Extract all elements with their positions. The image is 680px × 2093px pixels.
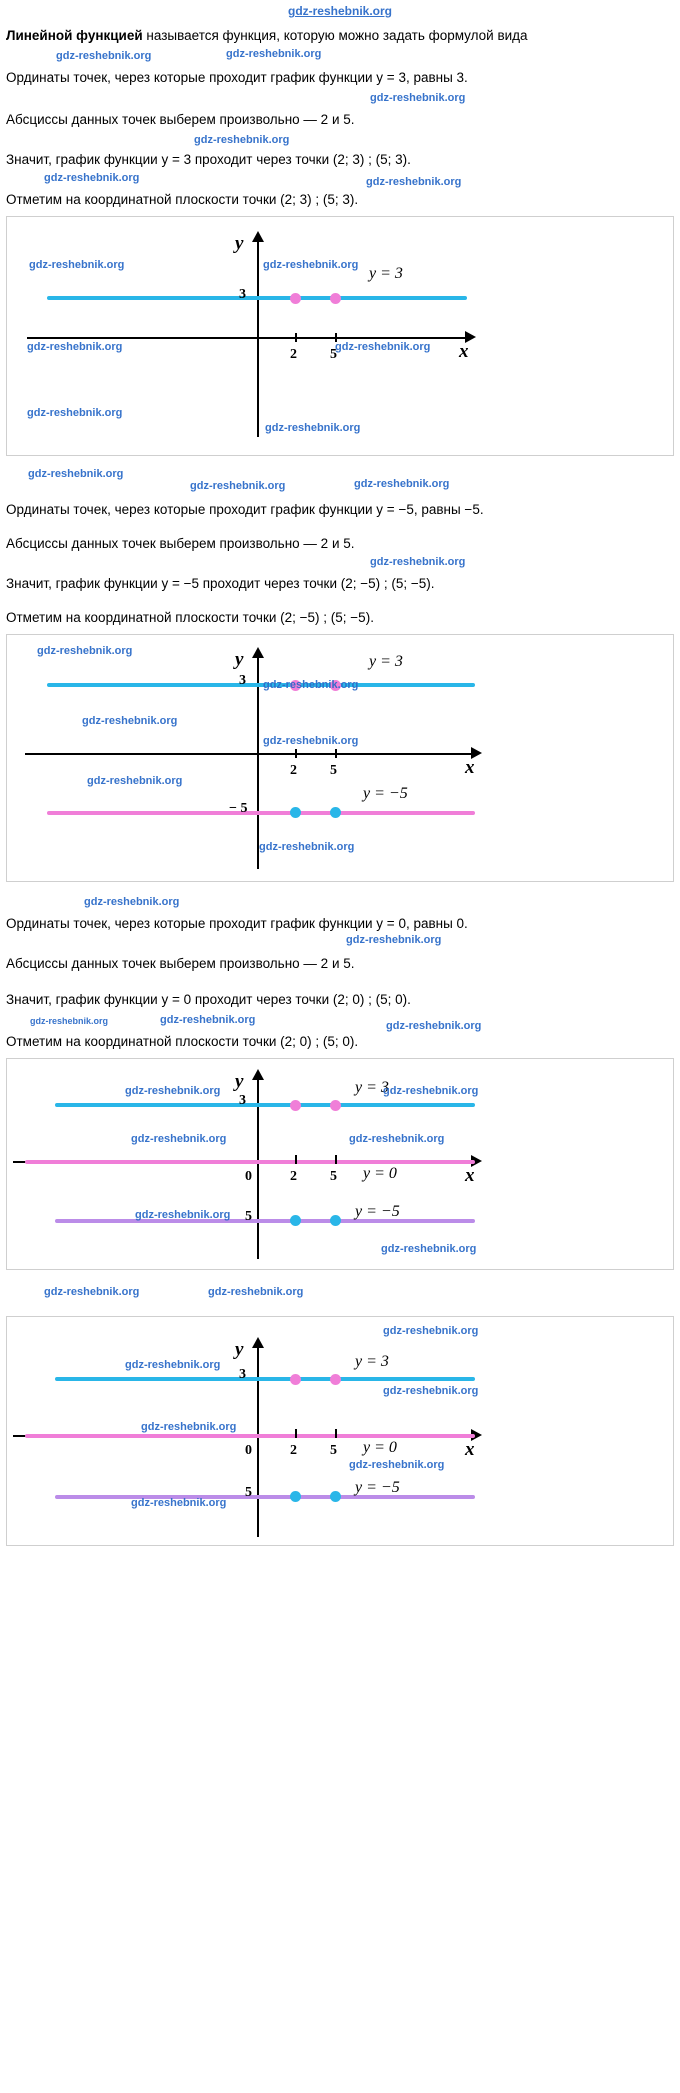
term-linear-function: Линейной функцией [6,28,143,43]
wm-band-7 [0,892,680,914]
tick-label-2: 2 [290,347,297,362]
watermark: gdz-reshebnik.org [366,176,462,188]
point-5-3 [330,680,341,691]
tick-x-2 [295,1429,297,1438]
wm-band-4 [0,172,680,190]
watermark: gdz-reshebnik.org [27,341,123,353]
document-page [0,4,680,2093]
watermark: gdz-reshebnik.org [135,1209,231,1221]
watermark-header: gdz-reshebnik.org [287,4,392,18]
watermark: gdz-reshebnik.org [160,1014,256,1026]
line-y-equals-3 [55,1377,475,1381]
point-2-3 [290,1100,301,1111]
tick-label-2: 2 [290,763,297,778]
equation-label-ym5: y = −5 [363,785,408,802]
watermark: gdz-reshebnik.org [259,841,355,853]
point-5-minus5 [330,807,341,818]
equation-label-y0: y = 0 [363,1439,397,1456]
paragraph-mark-points-3: Отметим на координатной плоскости точки (2; 0) ; (5; 0). [6,1034,359,1049]
point-5-minus5 [330,1491,341,1502]
watermark: gdz-reshebnik.org [354,478,450,490]
equation-label-y0: y = 0 [363,1165,397,1182]
watermark: gdz-reshebnik.org [131,1133,227,1145]
point-5-3 [330,1100,341,1111]
line-y-equals-0 [25,1434,475,1438]
watermark: gdz-reshebnik.org [87,775,183,787]
equation-label-y3: y = 3 [355,1079,389,1096]
figure-4-graph-three-lines-repeat [6,1316,674,1546]
watermark: gdz-reshebnik.org [346,934,442,946]
y-axis [257,1347,259,1537]
paragraph-mark-points-2: Отметим на координатной плоскости точки (2; −5) ; (5; −5). [6,610,374,625]
x-axis-label: x [459,341,469,362]
y-axis-label: y [235,1071,244,1092]
watermark: gdz-reshebnik.org [226,48,322,60]
tick-label-5: 5 [330,1169,337,1184]
x-axis [27,337,467,339]
tick-x-5 [335,1429,337,1438]
watermark: gdz-reshebnik.org [82,715,178,727]
watermark: gdz-reshebnik.org [125,1359,221,1371]
watermark: gdz-reshebnik.org [383,1085,479,1097]
tick-label-minus-5: − 5 [229,801,248,816]
x-axis [25,753,473,755]
point-5-3 [330,293,341,304]
watermark: gdz-reshebnik.org [263,259,359,271]
figure-3-graph-three-lines [6,1058,674,1270]
watermark: gdz-reshebnik.org [383,1325,479,1337]
y-axis-arrow-icon [252,1069,264,1080]
tick-label-0: 0 [245,1443,252,1458]
watermark: gdz-reshebnik.org [335,341,431,353]
tick-x-2 [295,1155,297,1164]
watermark: gdz-reshebnik.org [37,645,133,657]
tick-x-2 [295,749,297,758]
x-axis-label: x [465,1165,475,1186]
tick-label-3: 3 [239,1093,246,1108]
x-axis-label: x [465,757,475,778]
tick-label-5: 5 [330,1443,337,1458]
watermark: gdz-reshebnik.org [28,468,124,480]
wm-band-5 [0,466,680,500]
watermark: gdz-reshebnik.org [349,1459,445,1471]
tick-label-3: 3 [239,287,246,302]
tick-label-minus-5: 5 [245,1485,252,1500]
point-2-3 [290,1374,301,1385]
point-2-3 [290,680,301,691]
y-axis-arrow-icon [252,231,264,242]
tick-label-3: 3 [239,673,246,688]
tick-x-5 [335,333,337,342]
tick-label-minus-5: 5 [245,1209,252,1224]
watermark: gdz-reshebnik.org [386,1020,482,1032]
y-axis [257,657,259,869]
tick-label-5: 5 [330,347,337,362]
wm-band-2 [0,94,680,110]
watermark: gdz-reshebnik.org [29,259,125,271]
tick-x-5 [335,1155,337,1164]
tick-label-5: 5 [330,763,337,778]
point-2-minus5 [290,1215,301,1226]
x-axis-label: x [465,1439,475,1460]
wm-band-10 [0,1280,680,1310]
paragraph-definition [0,26,680,46]
wm-band-1 [0,48,680,68]
equation-label-y3: y = 3 [369,265,403,282]
paragraph-mark-points-1: Отметим на координатной плоскости точки (2; 3) ; (5; 3). [6,192,359,207]
figure-2-graph-y3-ym5 [6,634,674,882]
line-y-equals-3 [47,296,467,300]
watermark: gdz-reshebnik.org [263,735,359,747]
equation-label-y3: y = 3 [355,1353,389,1370]
line-y-equals-0 [25,1160,475,1164]
figure-1-graph-y3 [6,216,674,456]
watermark: gdz-reshebnik.org [383,1385,479,1397]
wm-band-9 [0,1016,680,1032]
y-axis-label: y [235,649,244,670]
paragraph-graph-3: Значит, график функции y = 3 проходит через точки (2; 3) ; (5; 3). [6,152,411,167]
line-y-equals-minus-5 [47,811,475,815]
y-axis [257,241,259,437]
watermark: gdz-reshebnik.org [190,480,286,492]
paragraph-ordinates-3: Ординаты точек, через которые проходит график функции y = 3, равны 3. [6,70,468,85]
y-axis-arrow-icon [252,647,264,658]
watermark: gdz-reshebnik.org [263,679,359,691]
tick-label-2: 2 [290,1443,297,1458]
watermark: gdz-reshebnik.org [131,1497,227,1509]
y-axis-arrow-icon [252,1337,264,1348]
line-y-equals-minus-5 [55,1495,475,1499]
watermark: gdz-reshebnik.org [381,1243,477,1255]
watermark: gdz-reshebnik.org [84,896,180,908]
definition-rest: называется функция, которую можно задать формулой вида [142,28,528,43]
paragraph-ordinates-0: Ординаты точек, через которые проходит график функции y = 0, равны 0. [6,916,468,931]
equation-label-ym5: y = −5 [355,1479,400,1496]
watermark: gdz-reshebnik.org [370,556,466,568]
y-axis-label: y [235,233,244,254]
equation-label-ym5: y = −5 [355,1203,400,1220]
tick-x-5 [335,749,337,758]
paragraph-graph-0: Значит, график функции y = 0 проходит через точки (2; 0) ; (5; 0). [6,992,411,1007]
watermark: gdz-reshebnik.org [30,1016,109,1026]
tick-label-0: 0 [245,1169,252,1184]
wm-band-6 [0,556,680,574]
watermark: gdz-reshebnik.org [349,1133,445,1145]
tick-x-2 [295,333,297,342]
y-axis-label: y [235,1339,244,1360]
point-5-minus5 [330,1215,341,1226]
point-5-3 [330,1374,341,1385]
equation-label-y3: y = 3 [369,653,403,670]
watermark: gdz-reshebnik.org [44,172,140,184]
watermark: gdz-reshebnik.org [370,92,466,104]
tick-label-3: 3 [239,1367,246,1382]
line-y-equals-minus-5 [55,1219,475,1223]
paragraph-abscissas-3: Абсциссы данных точек выберем произвольно — 2 и 5. [6,956,355,971]
point-2-3 [290,293,301,304]
watermark: gdz-reshebnik.org [208,1286,304,1298]
watermark: gdz-reshebnik.org [141,1421,237,1433]
watermark: gdz-reshebnik.org [44,1286,140,1298]
point-2-minus5 [290,1491,301,1502]
watermark: gdz-reshebnik.org [265,422,361,434]
watermark: gdz-reshebnik.org [125,1085,221,1097]
line-y-equals-3 [55,1103,475,1107]
paragraph-abscissas-2: Абсциссы данных точек выберем произвольно — 2 и 5. [6,536,355,551]
paragraph-graph-m5: Значит, график функции y = −5 проходит через точки (2; −5) ; (5; −5). [6,576,435,591]
watermark: gdz-reshebnik.org [56,50,152,62]
paragraph-abscissas-1: Абсциссы данных точек выберем произвольно — 2 и 5. [6,112,355,127]
wm-band-8 [0,934,680,954]
paragraph-ordinates-m5: Ординаты точек, через которые проходит график функции y = −5, равны −5. [6,502,484,517]
line-y-equals-3 [47,683,475,687]
watermark: gdz-reshebnik.org [27,407,123,419]
point-2-minus5 [290,807,301,818]
tick-label-2: 2 [290,1169,297,1184]
watermark: gdz-reshebnik.org [194,134,290,146]
wm-band-3 [0,136,680,150]
